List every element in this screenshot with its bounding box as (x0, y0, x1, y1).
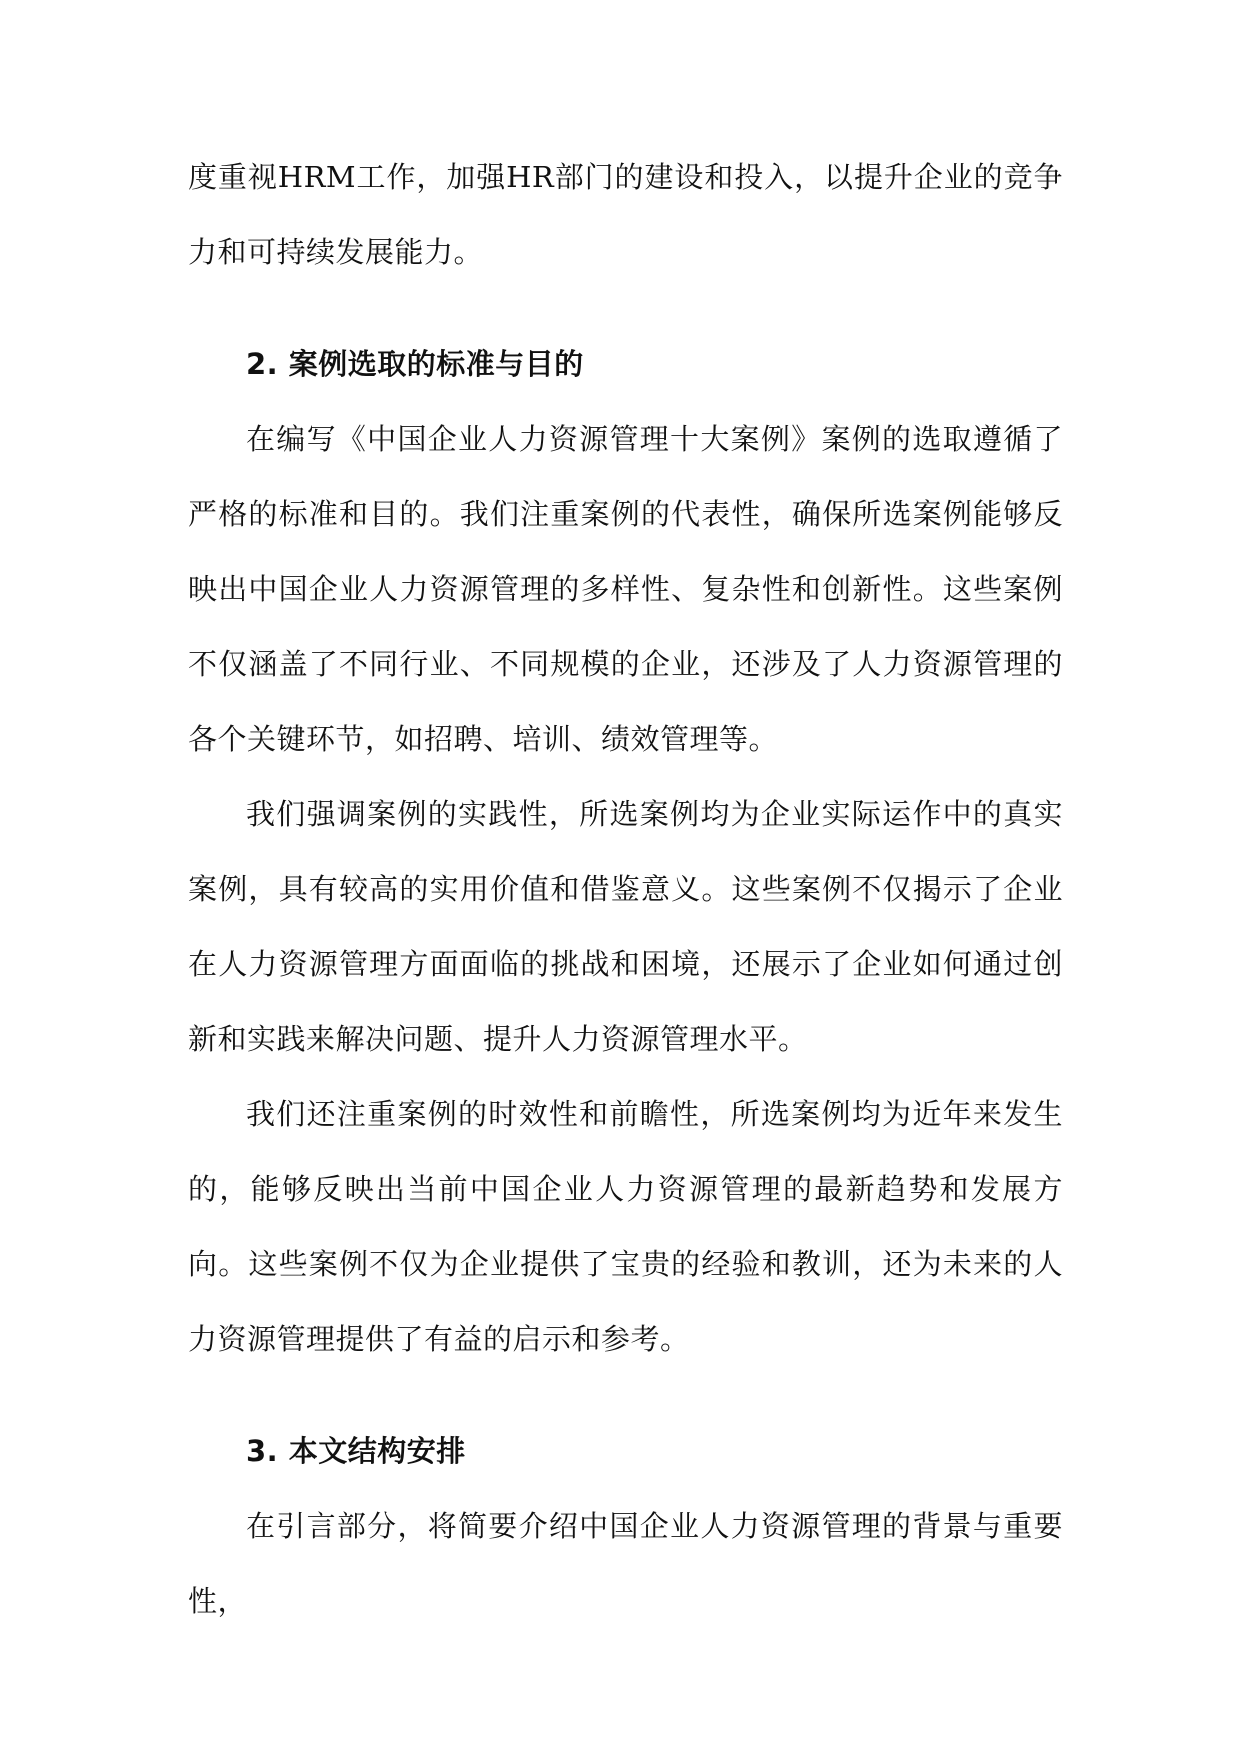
paragraph-timeliness: 我们还注重案例的时效性和前瞻性，所选案例均为近年来发生的，能够反映出当前中国企业人力资源管理的最新趋势和发展方向。这些案例不仅为企业提供了宝贵的经验和教训，还为未来的人力资源管理提供了有益的启示和参考。 (188, 1097, 1063, 1356)
paragraph-structure-intro: 在引言部分，将简要介绍中国企业人力资源管理的背景与重要性， (188, 1509, 1063, 1618)
document-body (188, 140, 1063, 1639)
paragraph-selection-criteria: 在编写《中国企业人力资源管理十大案例》案例的选取遵循了严格的标准和目的。我们注重案例的代表性，确保所选案例能够反映出中国企业人力资源管理的多样性、复杂性和创新性。这些案例不仅涵盖了不同行业、不同规模的企业，还涉及了人力资源管理的各个关键环节，如招聘、培训、绩效管理等。 (188, 422, 1063, 756)
paragraph-continuation: 度重视HRM工作，加强HR部门的建设和投入，以提升企业的竞争力和可持续发展能力。 (188, 160, 1063, 269)
section-heading-2: 2. 案例选取的标准与目的 (246, 347, 584, 381)
paragraph-practicality: 我们强调案例的实践性，所选案例均为企业实际运作中的真实案例，具有较高的实用价值和借鉴意义。这些案例不仅揭示了企业在人力资源管理方面面临的挑战和困境，还展示了企业如何通过创新和实践来解决问题、提升人力资源管理水平。 (188, 797, 1063, 1056)
section-heading-3: 3. 本文结构安排 (246, 1434, 466, 1468)
